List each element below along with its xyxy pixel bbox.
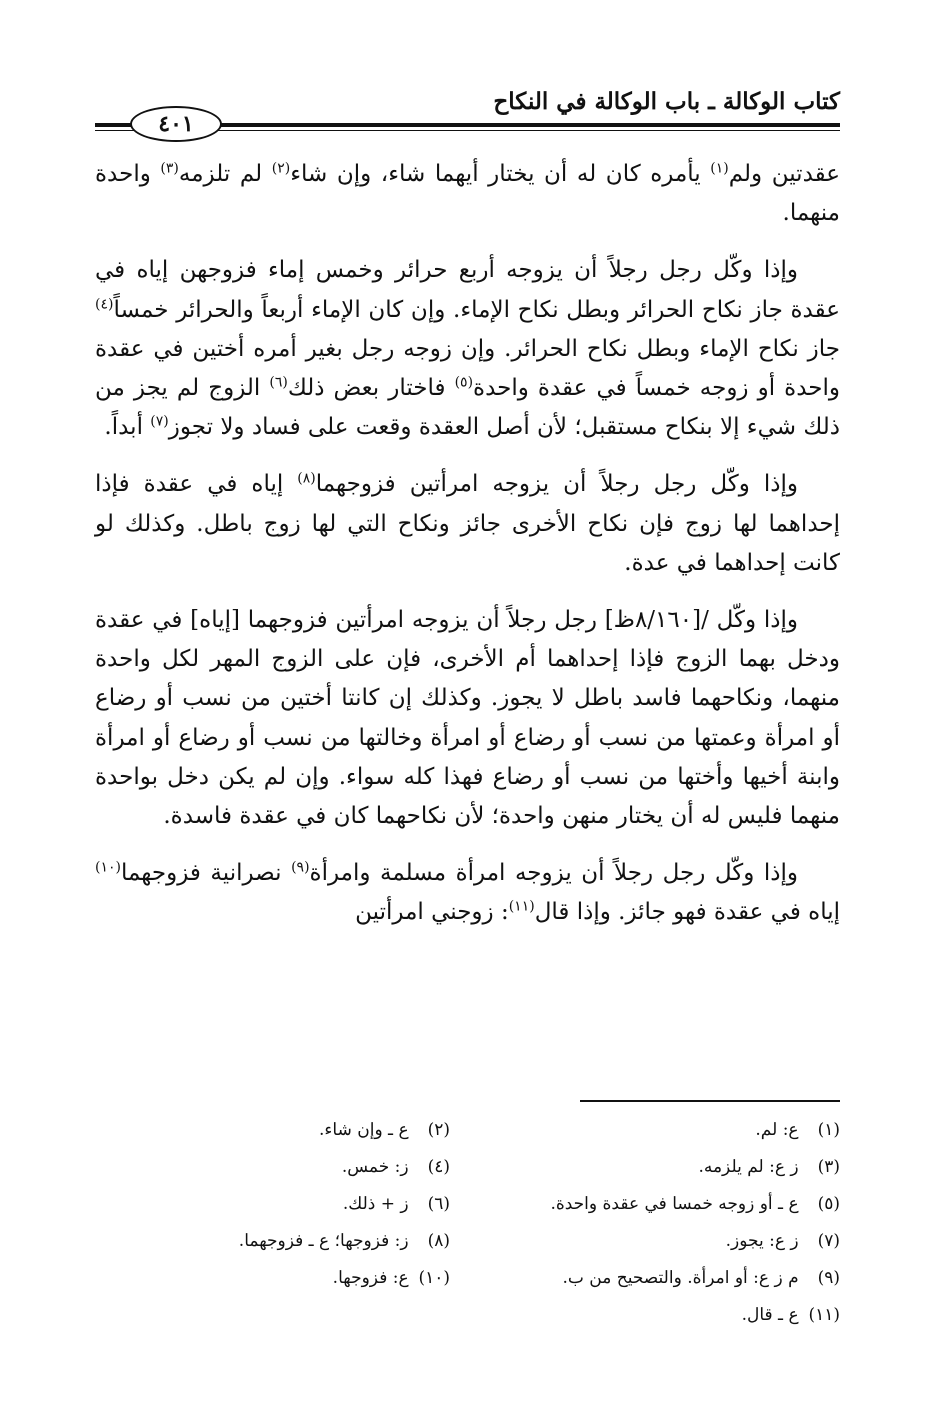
footnote-reference: (٩): [291, 859, 310, 876]
footnote-grid: [95, 1112, 840, 1334]
footnote-separator: [580, 1100, 840, 1102]
paragraph: [95, 601, 840, 836]
footnote-text: ز: خمس.: [341, 1157, 409, 1177]
text-segment: يأمره كان له أن يختار أيهما شاء، وإن شاء: [290, 161, 711, 187]
page-number: ٤٠١: [130, 106, 222, 142]
footnote-number: (٤): [427, 1157, 450, 1177]
text-segment: وإذا وكّل رجل رجلاً أن يزوجه امرأة مسلمة وامرأة: [309, 860, 799, 887]
text-segment: وإذا وكّل رجل رجلاً أن يزوجه امرأتين فزوجهما: [315, 471, 798, 498]
footnote-item: [95, 1112, 450, 1149]
paragraph: [95, 854, 840, 932]
text-segment: لم تلزمه: [178, 161, 272, 187]
paragraph: [95, 155, 840, 233]
footnote-item: [95, 1260, 450, 1297]
footnote-text: ع: لم.: [755, 1120, 799, 1140]
text-segment: الزوج لم يجز من ذلك شيء إلا بنكاح مستقبل؛ لأن أصل العقدة وقعت على فساد ولا تجوز: [95, 375, 840, 441]
footnote-text: ع ـ قال.: [741, 1305, 799, 1325]
footnote-number: (٣): [817, 1157, 840, 1177]
footnote-number: (١): [817, 1120, 840, 1140]
footnote-reference: (٦): [269, 374, 288, 391]
footnote-number: (١٠): [418, 1268, 450, 1288]
text-segment: عقدتين ولم: [728, 161, 841, 187]
footnote-item: [95, 1223, 450, 1260]
footnote-item: [450, 1112, 840, 1149]
footnote-number: (١١): [808, 1305, 840, 1325]
footnote-item: [450, 1223, 840, 1260]
text-segment: : زوجني امرأتين: [355, 899, 509, 926]
footnote-item: [95, 1186, 450, 1223]
text-segment: إياه في عقدة فهو جائز. وإذا قال: [534, 899, 840, 926]
text-segment: نصرانية فزوجهما: [120, 860, 292, 887]
footnote-number: (٢): [427, 1120, 450, 1140]
text-segment: فاختار بعض ذلك: [287, 375, 455, 402]
footnote-reference: (٥): [454, 374, 474, 391]
footnote-reference: (٧): [150, 413, 169, 430]
footnote-number: (٨): [427, 1231, 450, 1251]
footnote-reference: (١): [710, 160, 729, 177]
footnotes: [95, 1112, 840, 1334]
footnote-reference: (١٠): [95, 859, 121, 876]
footnote-number: (٧): [817, 1231, 840, 1251]
footnote-text: ع ـ وإن شاء.: [319, 1120, 409, 1140]
footnote-text: ز ع: لم يلزمه.: [698, 1157, 799, 1177]
text-segment: وإذا وكّل رجل رجلاً أن يزوجه أربع حرائر وخمس إماء فزوجهن إياه في عقدة جاز نكاح الحرائر وبطل نكاح الإماء. وإن كان الإماء أربعاً والحرائر خمساً: [95, 257, 840, 323]
footnote-text: م ز ع: أو امرأة. والتصحيح من ب.: [562, 1268, 799, 1288]
footnote-reference: (٨): [297, 470, 316, 487]
footnote-text: ع ـ أو زوجه خمسا في عقدة واحدة.: [550, 1194, 799, 1214]
footnote-reference: (٢): [271, 160, 291, 177]
footnote-item: [95, 1149, 450, 1186]
footnote-number: (٥): [817, 1194, 840, 1214]
footnote-item: [450, 1260, 840, 1297]
text-segment: جاز نكاح الإماء وبطل نكاح الحرائر. وإن زوجه رجل بغير أمره أختين في عقدة واحدة أو زوجه خمساً في عقدة واحدة: [95, 335, 840, 402]
footnote-text: ع: فزوجها.: [332, 1268, 409, 1288]
running-title: كتاب الوكالة ـ باب الوكالة في النكاح: [493, 88, 840, 115]
text-segment: أبداً.: [104, 414, 151, 441]
footnote-text: ز ع: يجوز.: [725, 1231, 799, 1251]
footnote-number: (٦): [427, 1194, 450, 1214]
main-text: [95, 155, 840, 951]
text-segment: وإذا وكّل /[٨/١٦٠ظ] رجل رجلاً أن يزوجه امرأتين فزوجهما [إياه] في عقدة ودخل بهما الزوج فإذا إحداهما أم الأخرى، فإن على الزوج المهر لكل واحدة منهما، ونكاحهما فاسد باطل لا يجوز. وكذلك إن كانتا أختين من نسب أو رضاع أو امرأة وعمتها من نسب أو رضاع أو امرأة وخالتها من نسب أو رضاع أو امرأة وابنة أخيها وأختها من نسب أو رضاع فهذا كله سواء. وإن لم يكن دخل بواحدة منهما فليس له أن يختار منهن واحدة؛ لأن نكاحهما كان في عقدة فاسدة.: [95, 607, 840, 830]
text-segment: إياه في عقدة فإذا إحداهما لها زوج فإن نكاح الأخرى جائز ونكاح التي لها زوج باطل. وكذلك لو كانت إحداهما في عدة.: [95, 471, 840, 576]
book-page: [95, 0, 840, 1403]
footnote-reference: (٣): [160, 160, 179, 177]
footnote-text: ز: فزوجها؛ ع ـ فزوجهما.: [238, 1231, 409, 1251]
paragraph: [95, 251, 840, 447]
footnote-item: [450, 1297, 840, 1334]
page-header: [95, 88, 840, 136]
footnote-number: (٩): [817, 1268, 840, 1288]
footnote-reference: (١١): [508, 898, 535, 915]
footnote-text: ز + ذلك.: [342, 1194, 409, 1214]
footnote-item: [450, 1149, 840, 1186]
paragraph: [95, 465, 840, 583]
footnote-reference: (٤): [95, 295, 114, 312]
text-segment: واحدة منهما.: [95, 161, 840, 227]
footnote-item: [450, 1186, 840, 1223]
